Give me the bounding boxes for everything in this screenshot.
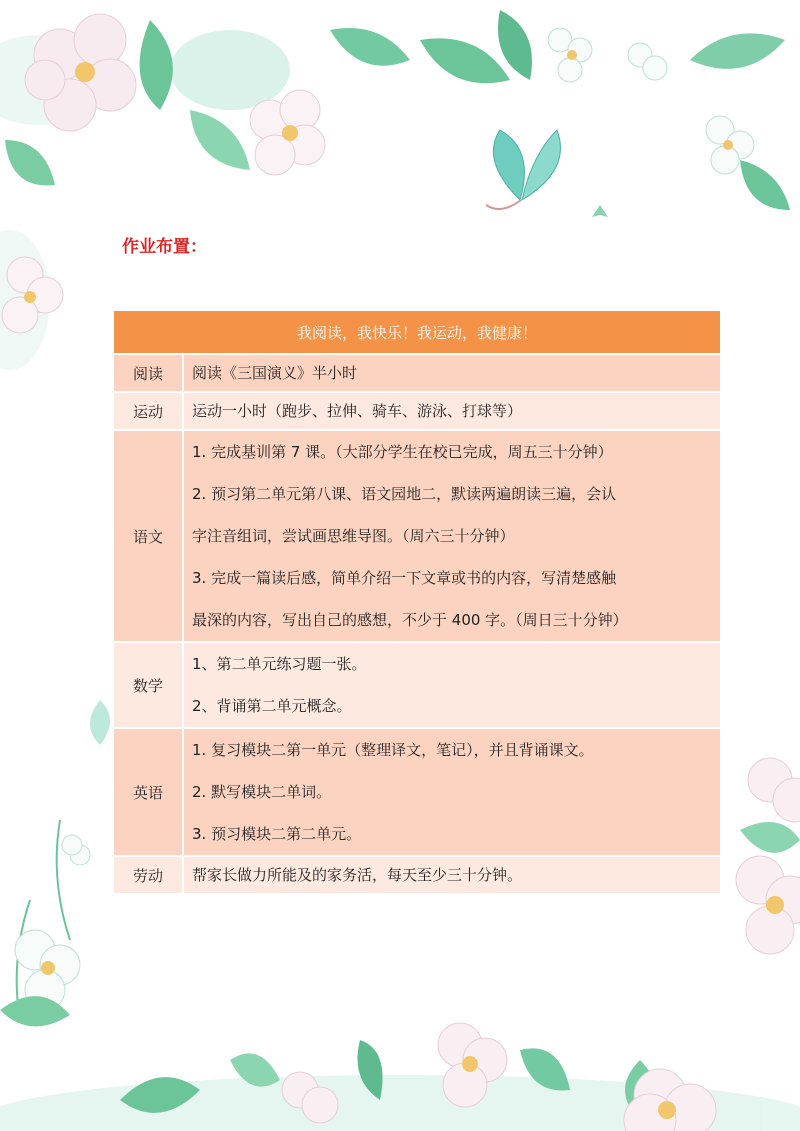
task-line: 3. 预习模块二第二单元。 (192, 825, 362, 843)
flower-cluster-top-right (420, 10, 790, 217)
task-cell (184, 729, 720, 855)
task-line: 1、第二单元练习题一张。 (192, 655, 367, 673)
task-line: 运动一小时（跑步、拉伸、骑车、游泳、打球等） (192, 402, 523, 420)
task-line: 字注音组词，尝试画思维导图。（周六三十分钟） (192, 527, 515, 545)
task-cell (184, 643, 720, 727)
subject-cell: 阅读 (114, 355, 184, 391)
task-line: 1. 复习模块二第一单元（整理译文，笔记），并且背诵课文。 (192, 741, 594, 759)
task-line: 2. 预习第二单元第八课、语文园地二，默读两遍朗读三遍，会认 (192, 485, 617, 503)
task-cell (184, 355, 720, 391)
page-heading: 作业布置： (122, 237, 207, 257)
task-line: 最深的内容，写出自己的感想，不少于 400 字。（周日三十分钟） (192, 611, 628, 629)
task-cell (184, 393, 720, 429)
table-row (114, 729, 720, 855)
flower-cluster-bottom (0, 1023, 800, 1131)
subject-cell: 语文 (114, 431, 184, 641)
task-line: 2、背诵第二单元概念。 (192, 697, 352, 715)
subject-cell: 劳动 (114, 857, 184, 893)
task-cell (184, 431, 720, 641)
flower-cluster-right-middle (736, 758, 800, 954)
table-header: 我阅读，我快乐！我运动，我健康！ (114, 311, 720, 353)
task-line: 阅读《三国演义》半小时 (192, 364, 358, 382)
table-row (114, 857, 720, 893)
table-row (114, 643, 720, 727)
table-row (114, 355, 720, 391)
task-line: 1. 完成基训第 7 课。（大部分学生在校已完成，周五三十分钟） (192, 443, 613, 461)
subject-cell: 运动 (114, 393, 184, 429)
task-cell (184, 857, 720, 893)
butterfly-icon (486, 130, 560, 209)
flower-cluster-left-bottom (0, 700, 110, 1026)
task-line: 3. 完成一篇读后感，简单介绍一下文章或书的内容，写清楚感触 (192, 569, 617, 587)
table-row (114, 431, 720, 641)
task-line: 2. 默写模块二单词。 (192, 783, 332, 801)
subject-cell: 英语 (114, 729, 184, 855)
task-line: 帮家长做力所能及的家务活，每天至少三十分钟。 (192, 866, 523, 884)
table-row (114, 393, 720, 429)
homework-table (114, 309, 720, 895)
subject-cell: 数学 (114, 643, 184, 727)
